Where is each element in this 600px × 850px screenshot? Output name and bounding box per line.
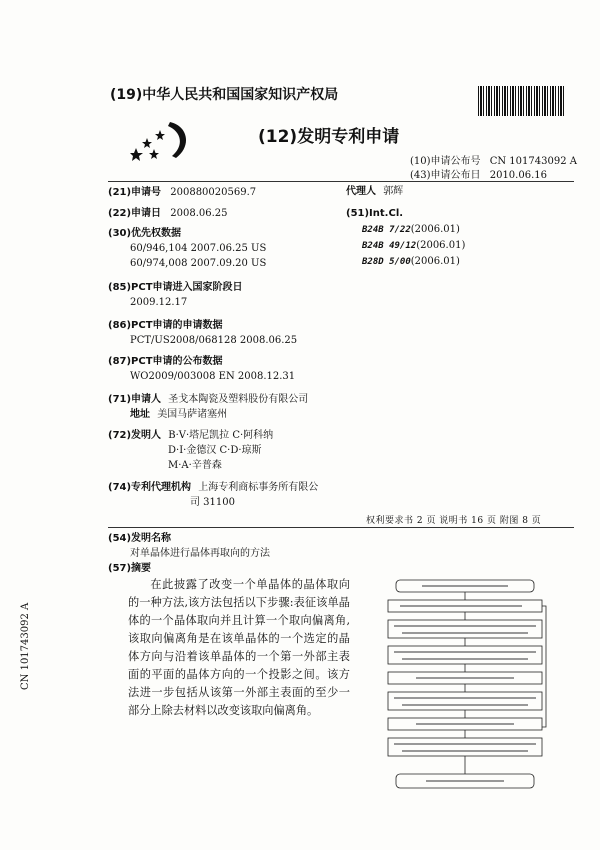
priority-label: (30)优先权数据 bbox=[108, 228, 182, 239]
pct-entry-date: 2009.12.17 bbox=[130, 297, 188, 308]
title-field bbox=[108, 531, 270, 561]
publication-number-row bbox=[410, 152, 577, 167]
logo-star bbox=[142, 138, 152, 148]
inventor-names: B·V·塔尼凯拉 C·阿科纳 bbox=[168, 430, 274, 441]
publication-date-row bbox=[410, 166, 547, 181]
inventor-label: (72)发明人 bbox=[108, 430, 162, 441]
applicant-label: (71)申请人 bbox=[108, 394, 162, 405]
logo-star bbox=[130, 148, 143, 161]
publication-number: CN 101743092 A bbox=[489, 156, 577, 167]
address: 美国马萨诸塞州 bbox=[157, 409, 228, 420]
invention-title: 对单晶体进行晶体再取向的方法 bbox=[130, 548, 270, 559]
application-date-label: (22)申请日 bbox=[108, 208, 162, 219]
agency-name: 上海专利商标事务所有限公 bbox=[198, 482, 319, 493]
logo-star bbox=[149, 149, 159, 159]
flow-box bbox=[388, 620, 542, 638]
pct-publication-field bbox=[108, 354, 295, 384]
ipc-field bbox=[346, 206, 465, 270]
side-document-number: CN 101743092 A bbox=[20, 602, 31, 690]
flow-box bbox=[388, 692, 542, 710]
agent-name: 郭辉 bbox=[383, 186, 404, 197]
pct-application-data: PCT/US2008/068128 2008.06.25 bbox=[130, 335, 298, 346]
application-date: 2008.06.25 bbox=[170, 208, 228, 219]
abstract-flowchart bbox=[382, 576, 548, 798]
abstract-text: 在此披露了改变一个单晶体的晶体取向的一种方法,该方法包括以下步骤:表征该单晶体的一个晶体取向并且计算一个取向偏离角,该取向偏离角是在该单晶体的一个选定的晶体方向与沿着该单晶体的一个第一外部主表面的平面的晶体方向的一个投影之间。该方法进一步包括从该第一外部主表面的至少一部分上除去材料以改变该取向偏离角。 bbox=[128, 578, 350, 717]
priority-entry: 60/946,104 2007.06.25 US bbox=[130, 243, 267, 254]
inventor-names: D·I·金德汉 C·D·琼斯 bbox=[168, 445, 262, 456]
address-label: 地址 bbox=[130, 409, 150, 420]
agency-name-cont: 司 31100 bbox=[190, 497, 235, 508]
office-name: (19)中华人民共和国国家知识产权局 bbox=[110, 87, 339, 103]
priority-field bbox=[108, 226, 266, 271]
pct-entry-label: (85)PCT申请进入国家阶段日 bbox=[108, 282, 243, 293]
pct-publication-label: (87)PCT申请的公布数据 bbox=[108, 356, 223, 367]
ipc-entry bbox=[346, 238, 465, 254]
applicant-field bbox=[108, 392, 308, 422]
header-divider bbox=[108, 181, 574, 182]
application-date-field bbox=[108, 206, 228, 221]
ipc-code: B28D 5/00 bbox=[362, 257, 411, 267]
application-number: 200880020569.7 bbox=[170, 187, 257, 198]
ipc-version: (2006.01) bbox=[410, 256, 460, 267]
flow-loop bbox=[542, 606, 546, 727]
section-divider bbox=[108, 527, 574, 528]
inventor-field bbox=[108, 428, 273, 473]
ipc-code: B24B 49/12 bbox=[362, 241, 417, 251]
publication-date: 2010.06.16 bbox=[489, 170, 547, 181]
ipc-version: (2006.01) bbox=[410, 224, 460, 235]
pct-publication-data: WO2009/003008 EN 2008.12.31 bbox=[130, 371, 296, 382]
page-counts: 权利要求书 2 页 说明书 16 页 附图 8 页 bbox=[366, 516, 542, 526]
sipo-logo bbox=[130, 118, 192, 162]
flow-box bbox=[388, 646, 542, 664]
agency-label: (74)专利代理机构 bbox=[108, 482, 192, 493]
publication-date-label: (43)申请公布日 bbox=[410, 170, 481, 181]
document-type: (12)发明专利申请 bbox=[258, 127, 400, 147]
ipc-entry bbox=[346, 222, 465, 238]
pct-application-label: (86)PCT申请的申请数据 bbox=[108, 320, 223, 331]
barcode bbox=[478, 86, 566, 116]
intcl-label: (51)Int.Cl. bbox=[346, 208, 404, 219]
agency-field bbox=[108, 480, 318, 510]
ipc-version: (2006.01) bbox=[416, 240, 466, 251]
logo-star bbox=[155, 130, 165, 140]
applicant-name: 圣戈本陶瓷及塑料股份有限公司 bbox=[168, 394, 309, 405]
agent-field bbox=[346, 184, 403, 200]
agent-label: 代理人 bbox=[346, 186, 376, 197]
pct-application-field bbox=[108, 318, 297, 348]
logo-arc bbox=[168, 122, 186, 158]
pct-entry-field bbox=[108, 280, 243, 310]
abstract-label: (57)摘要 bbox=[108, 563, 152, 574]
ipc-entry bbox=[346, 254, 465, 270]
ipc-code: B24B 7/22 bbox=[362, 225, 411, 235]
inventor-names: M·A·辛普森 bbox=[168, 460, 222, 471]
priority-entry: 60/974,008 2007.09.20 US bbox=[130, 258, 267, 269]
application-number-field bbox=[108, 185, 256, 200]
flow-box bbox=[388, 738, 542, 756]
application-number-label: (21)申请号 bbox=[108, 187, 162, 198]
title-label: (54)发明名称 bbox=[108, 533, 172, 544]
publication-number-label: (10)申请公布号 bbox=[410, 156, 481, 167]
